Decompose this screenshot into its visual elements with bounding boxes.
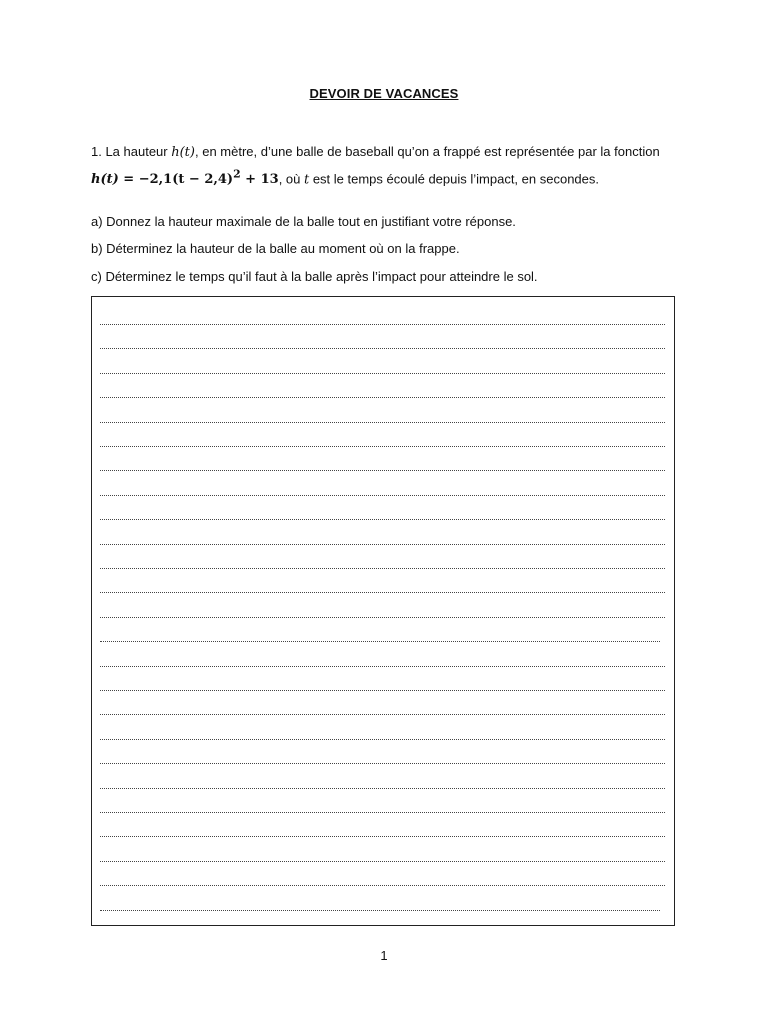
answer-line[interactable] <box>100 324 665 325</box>
answer-line[interactable] <box>100 812 665 813</box>
answer-line[interactable] <box>100 641 660 642</box>
answer-line[interactable] <box>100 373 665 374</box>
question-b: b) Déterminez la hauteur de la balle au moment où on la frappe. <box>91 241 460 256</box>
answer-line[interactable] <box>100 910 660 911</box>
answer-box[interactable] <box>91 296 675 926</box>
answer-line[interactable] <box>100 592 665 593</box>
answer-line[interactable] <box>100 348 665 349</box>
answer-line[interactable] <box>100 885 665 886</box>
problem-statement <box>91 141 681 191</box>
answer-line[interactable] <box>100 836 665 837</box>
answer-line[interactable] <box>100 495 665 496</box>
answer-line[interactable] <box>100 690 665 691</box>
formula-lhs: h(t) <box>91 172 119 188</box>
question-c: c) Déterminez le temps qu’il faut à la balle après l’impact pour atteindre le sol. <box>91 269 538 284</box>
intro-prefix: 1. La hauteur <box>91 144 172 159</box>
answer-line[interactable] <box>100 470 665 471</box>
answer-line[interactable] <box>100 519 665 520</box>
question-a: a) Donnez la hauteur maximale de la balle tout en justifiant votre réponse. <box>91 214 516 229</box>
function-formula <box>91 168 279 188</box>
answer-line[interactable] <box>100 714 665 715</box>
function-reference: h(t) <box>171 145 195 160</box>
formula-tail: + 13 <box>240 172 279 188</box>
intro-after-formula: , où <box>278 171 304 187</box>
formula-exponent: 2 <box>233 168 241 181</box>
intro-suffix: est le temps écoulé depuis l’impact, en secondes. <box>309 171 599 187</box>
intro-middle: , en mètre, d’une balle de baseball qu’on a frappé est représentée par la fonction <box>194 144 660 159</box>
answer-line[interactable] <box>100 788 665 789</box>
time-variable: t <box>303 172 310 188</box>
answer-line[interactable] <box>100 666 665 667</box>
answer-line[interactable] <box>100 422 665 423</box>
formula-rhs: = −2,1(t − 2,4) <box>118 172 234 188</box>
answer-line[interactable] <box>100 397 665 398</box>
page-number: 1 <box>380 948 388 963</box>
answer-line[interactable] <box>100 544 665 545</box>
answer-line[interactable] <box>100 861 665 862</box>
answer-line[interactable] <box>100 446 665 447</box>
answer-line[interactable] <box>100 617 665 618</box>
answer-line[interactable] <box>100 568 665 569</box>
answer-line[interactable] <box>100 763 665 764</box>
document-title: DEVOIR DE VACANCES <box>309 86 459 101</box>
answer-line[interactable] <box>100 739 665 740</box>
